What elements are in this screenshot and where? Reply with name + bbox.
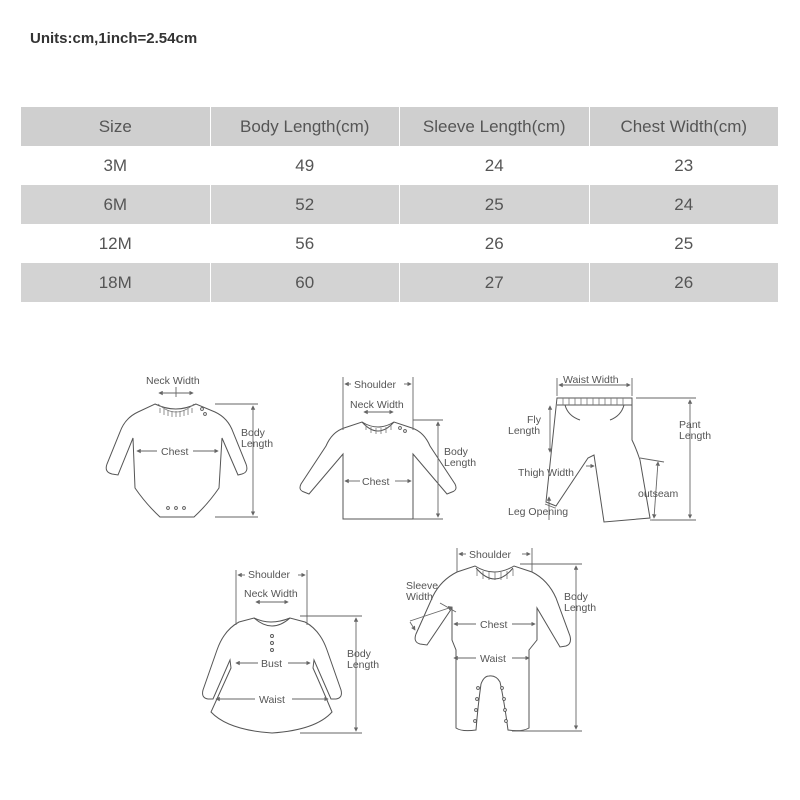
pants-outline — [546, 398, 650, 522]
cell-sleeve-length: 24 — [400, 146, 590, 185]
label-body-length-2: Length — [564, 602, 597, 614]
label-waist: Waist — [480, 653, 506, 665]
table-row — [21, 263, 779, 302]
label-chest: Chest — [161, 446, 189, 458]
cell-chest-width: 23 — [589, 146, 779, 185]
dress-diagram — [203, 569, 380, 733]
label-leg-opening: Leg Opening — [508, 506, 569, 518]
label-thigh-width: Thigh Width — [518, 467, 575, 479]
romper-outline — [415, 566, 570, 731]
table-row — [21, 146, 779, 185]
label-chest: Chest — [480, 619, 508, 631]
romper-diagram — [406, 548, 596, 731]
bodysuit-outline — [106, 404, 247, 517]
label-shoulder: Shoulder — [469, 549, 512, 561]
label-sleeve-width-2: Width — [406, 591, 433, 603]
label-body-length-2: Length — [444, 457, 477, 469]
label-waist-width: Waist Width — [563, 374, 619, 386]
label-body-length-1: Body — [444, 446, 468, 458]
label-pant-length-1: Pant — [679, 419, 701, 431]
size-table — [20, 107, 779, 302]
pants-diagram — [508, 374, 711, 522]
label-chest: Chest — [362, 476, 390, 488]
label-waist: Waist — [259, 694, 285, 706]
header-chest-width: Chest Width(cm) — [589, 107, 779, 146]
cell-sleeve-length: 27 — [400, 263, 590, 302]
header-body-length: Body Length(cm) — [210, 107, 400, 146]
units-note: Units:cm,1inch=2.54cm — [30, 30, 198, 47]
cell-sleeve-length: 26 — [400, 224, 590, 263]
label-shoulder: Shoulder — [248, 569, 291, 581]
table-row — [21, 224, 779, 263]
top-outline — [300, 422, 456, 519]
top-diagram — [300, 377, 476, 519]
label-body-length-1: Body — [347, 648, 371, 660]
label-body-length-1: Body — [241, 427, 265, 439]
label-pant-length-2: Length — [679, 430, 712, 442]
label-sleeve-width-1: Sleeve — [406, 580, 439, 592]
label-body-length-2: Length — [347, 659, 380, 671]
cell-size: 3M — [21, 146, 211, 185]
label-neck-width: Neck Width — [146, 375, 200, 387]
cell-body-length: 49 — [210, 146, 400, 185]
cell-size: 6M — [21, 185, 211, 224]
cell-chest-width: 25 — [589, 224, 779, 263]
header-sleeve-length: Sleeve Length(cm) — [400, 107, 590, 146]
label-body-length-1: Body — [564, 591, 588, 603]
label-fly-length-1: Fly — [527, 414, 541, 426]
cell-size: 18M — [21, 263, 211, 302]
cell-size: 12M — [21, 224, 211, 263]
table-row — [21, 185, 779, 224]
cell-body-length: 60 — [210, 263, 400, 302]
label-shoulder: Shoulder — [354, 379, 397, 391]
cell-chest-width: 24 — [589, 185, 779, 224]
label-neck-width: Neck Width — [244, 588, 298, 600]
table-header-row — [21, 107, 779, 146]
label-fly-length-2: Length — [508, 425, 541, 437]
cell-chest-width: 26 — [589, 263, 779, 302]
label-neck-width: Neck Width — [350, 399, 404, 411]
cell-body-length: 56 — [210, 224, 400, 263]
cell-sleeve-length: 25 — [400, 185, 590, 224]
header-size: Size — [21, 107, 211, 146]
cell-body-length: 52 — [210, 185, 400, 224]
measurement-diagrams — [0, 340, 800, 780]
label-body-length-2: Length — [241, 438, 274, 450]
label-outseam: outseam — [638, 488, 679, 500]
label-bust: Bust — [261, 658, 283, 670]
bodysuit-diagram — [106, 375, 273, 517]
